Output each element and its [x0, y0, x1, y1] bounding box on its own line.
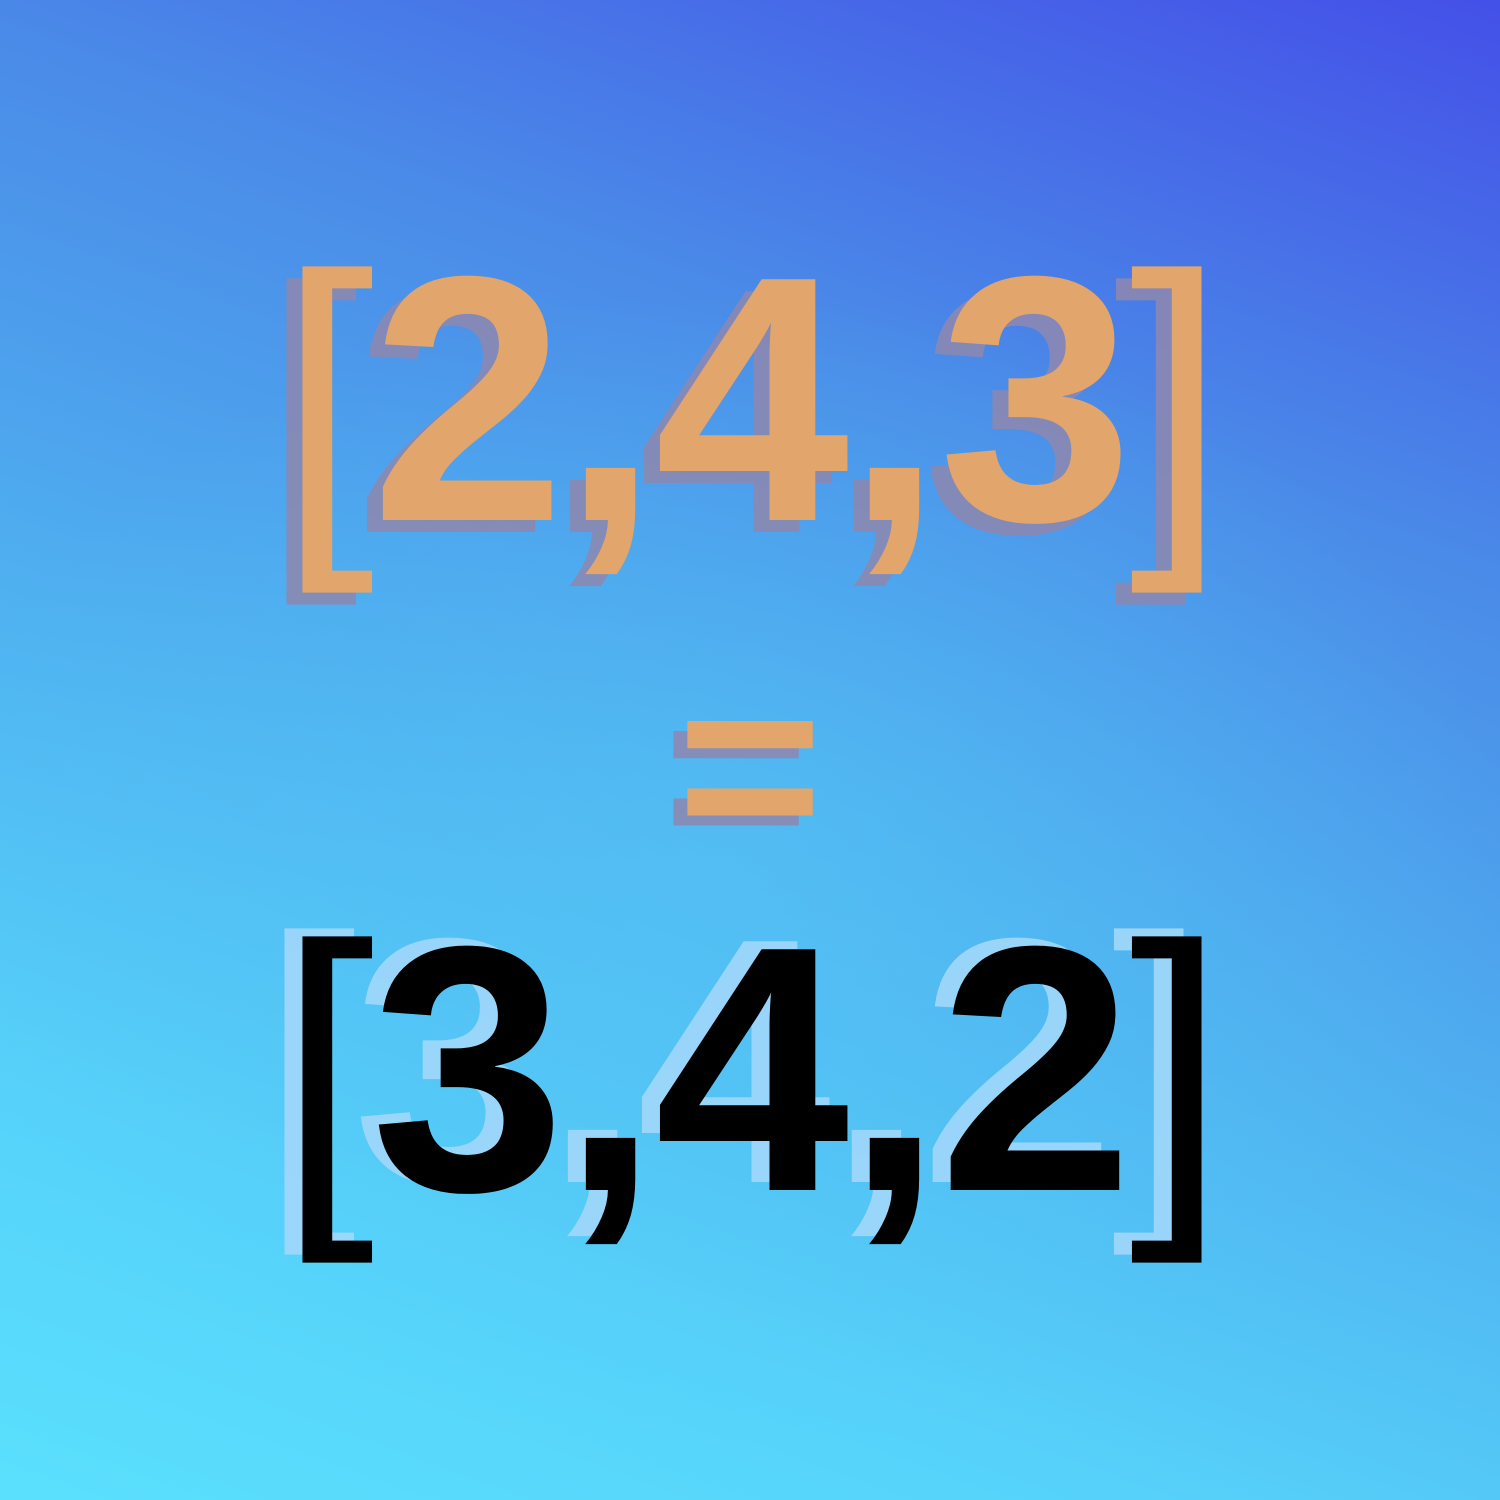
right-list-values: 3,4,2: [370, 874, 1130, 1265]
left-list-values: 2,4,3: [370, 204, 1130, 595]
equals-sign: =: [677, 625, 823, 904]
right-close-bracket: ]: [1129, 874, 1223, 1265]
left-close-bracket: ]: [1129, 204, 1223, 595]
right-list: [0, 874, 1500, 1265]
right-open-bracket: [: [277, 874, 371, 1265]
left-list: [0, 204, 1500, 595]
left-open-bracket: [: [277, 204, 371, 595]
